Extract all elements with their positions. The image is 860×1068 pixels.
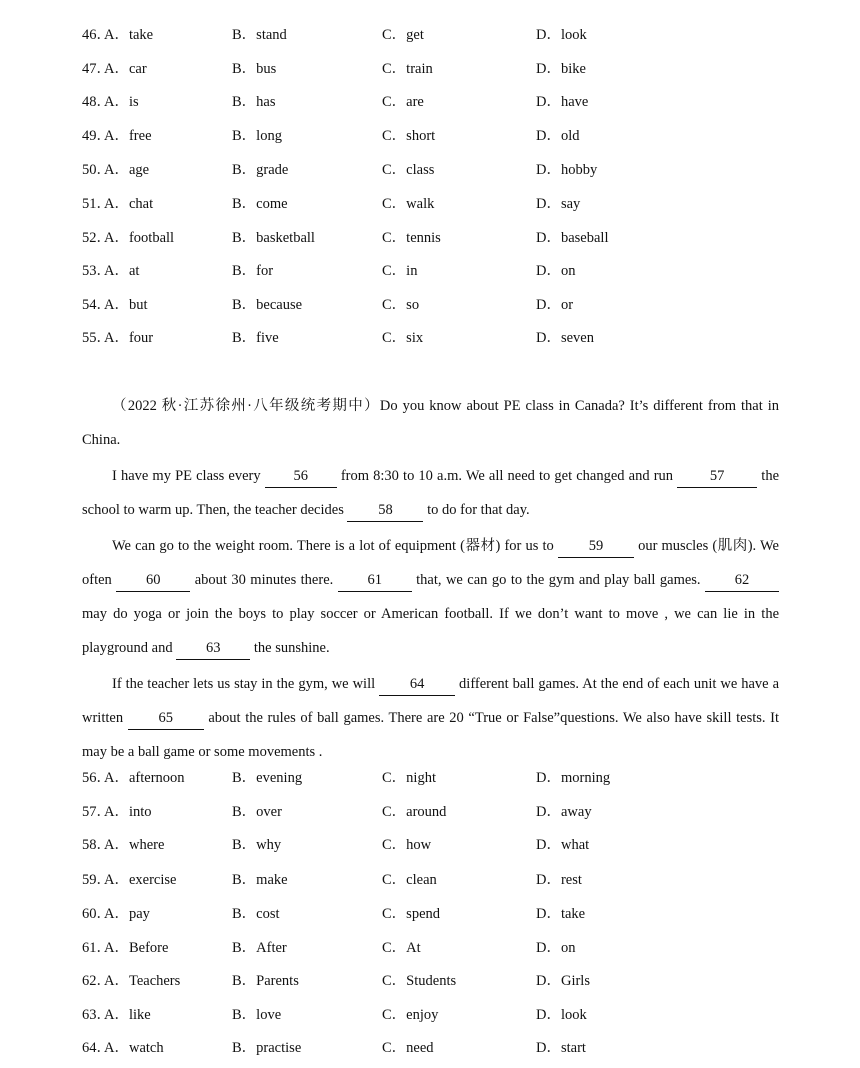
passage-text: about 30 minutes there.	[190, 572, 338, 588]
option-d: D．away	[536, 804, 592, 820]
option-b: B．five	[232, 330, 279, 346]
option-a: A．watch	[104, 1040, 164, 1056]
blank-65: 65	[128, 707, 204, 730]
option-a: A．free	[104, 128, 152, 144]
option-d: D．bike	[536, 61, 586, 77]
option-c: C．around	[382, 804, 447, 820]
option-d: D．seven	[536, 330, 594, 346]
option-b: B．has	[232, 94, 276, 110]
option-d: D．or	[536, 297, 574, 313]
passage-source: （2022 秋·江苏徐州·八年级统考期中）	[112, 398, 380, 414]
option-c: C．get	[382, 27, 424, 43]
option-c: C．how	[382, 837, 432, 853]
passage-text: We can go to the weight room. There is a lot of equipment (器材) for us to	[112, 538, 558, 554]
option-d: D．rest	[536, 872, 582, 888]
blank-61: 61	[338, 569, 412, 592]
option-a: A．exercise	[104, 872, 177, 888]
question-number: 60．	[82, 906, 111, 922]
question-number: 49．	[82, 128, 111, 144]
option-c: C．class	[382, 162, 435, 178]
option-d: D．old	[536, 128, 580, 144]
passage-intro-text: Do you know about PE class in Canada? It’s different from that in China.	[82, 398, 779, 448]
option-d: D．have	[536, 94, 589, 110]
option-c: C．Students	[382, 973, 457, 989]
question-number: 56．	[82, 770, 111, 786]
question-number: 50．	[82, 162, 111, 178]
question-number: 63．	[82, 1007, 111, 1023]
option-a: A．is	[104, 94, 139, 110]
option-c: C．train	[382, 61, 433, 77]
passage-text: from 8:30 to 10 a.m. We all need to get changed and run	[336, 468, 678, 484]
cloze-passage	[82, 389, 779, 769]
blank-56: 56	[265, 465, 337, 488]
passage-text: If the teacher lets us stay in the gym, we will	[112, 676, 380, 692]
question-number: 51．	[82, 196, 111, 212]
option-c: C．walk	[382, 196, 435, 212]
option-c: C．enjoy	[382, 1007, 439, 1023]
blank-64: 64	[379, 673, 455, 696]
option-b: B．over	[232, 804, 282, 820]
option-b: B．love	[232, 1007, 282, 1023]
passage-intro	[82, 389, 779, 457]
option-c: C．At	[382, 940, 421, 956]
option-a: A．four	[104, 330, 154, 346]
option-b: B．stand	[232, 27, 287, 43]
option-a: A．at	[104, 263, 140, 279]
option-a: A．chat	[104, 196, 154, 212]
question-number: 62．	[82, 973, 111, 989]
question-number: 48．	[82, 94, 111, 110]
passage-paragraph-3	[82, 667, 779, 769]
option-a: A．car	[104, 61, 147, 77]
option-a: A．into	[104, 804, 152, 820]
option-c: C．six	[382, 330, 424, 346]
blank-60: 60	[116, 569, 190, 592]
option-b: B．practise	[232, 1040, 302, 1056]
passage-text: that, we can go to the gym and play ball games.	[411, 572, 706, 588]
question-number: 46．	[82, 27, 111, 43]
question-number: 47．	[82, 61, 111, 77]
option-b: B．long	[232, 128, 282, 144]
option-c: C．in	[382, 263, 418, 279]
option-a: A．age	[104, 162, 150, 178]
option-c: C．spend	[382, 906, 440, 922]
question-number: 59．	[82, 872, 111, 888]
option-a: A．football	[104, 230, 175, 246]
blank-62: 62	[705, 569, 779, 592]
passage-text: our muscles (肌肉). We often	[82, 538, 779, 588]
option-d: D．on	[536, 940, 576, 956]
option-a: A．but	[104, 297, 148, 313]
passage-text: to do for that day.	[423, 502, 530, 518]
option-c: C．tennis	[382, 230, 441, 246]
option-b: B．for	[232, 263, 274, 279]
blank-58: 58	[347, 499, 423, 522]
option-d: D．take	[536, 906, 586, 922]
passage-text: may do yoga or join the boys to play soccer or American football. If we don’t want to move , we can lie in the playground and	[82, 606, 779, 656]
option-b: B．bus	[232, 61, 277, 77]
blank-59: 59	[558, 535, 634, 558]
option-a: A．afternoon	[104, 770, 185, 786]
option-c: C．clean	[382, 872, 437, 888]
option-a: A．Teachers	[104, 973, 181, 989]
option-c: C．short	[382, 128, 436, 144]
option-d: D．baseball	[536, 230, 609, 246]
option-a: A．pay	[104, 906, 150, 922]
option-d: D．hobby	[536, 162, 598, 178]
passage-text: different ball games. At the end of each unit we have a written	[82, 676, 779, 726]
option-d: D．on	[536, 263, 576, 279]
option-c: C．night	[382, 770, 436, 786]
option-b: B．evening	[232, 770, 303, 786]
passage-text: I have my PE class every	[112, 468, 265, 484]
option-b: B．grade	[232, 162, 289, 178]
option-b: B．cost	[232, 906, 280, 922]
option-b: B．Parents	[232, 973, 299, 989]
option-d: D．look	[536, 27, 587, 43]
option-d: D．look	[536, 1007, 587, 1023]
option-d: D．say	[536, 196, 581, 212]
option-b: B．because	[232, 297, 303, 313]
option-b: B．make	[232, 872, 288, 888]
passage-text: the sunshine.	[250, 640, 330, 656]
question-number: 58．	[82, 837, 111, 853]
option-d: D．Girls	[536, 973, 590, 989]
passage-text: the school to warm up. Then, the teacher decides	[82, 468, 780, 518]
option-a: A．like	[104, 1007, 151, 1023]
passage-text: about the rules of ball games. There are 20 “True or False”questions. We also have skill tests. It may be a ball game or some movements .	[82, 710, 780, 760]
passage-paragraph-2	[82, 529, 779, 665]
question-number: 54．	[82, 297, 111, 313]
blank-63: 63	[176, 637, 250, 660]
blank-57: 57	[677, 465, 757, 488]
option-d: D．start	[536, 1040, 586, 1056]
option-c: C．need	[382, 1040, 434, 1056]
option-a: A．take	[104, 27, 154, 43]
option-a: A．Before	[104, 940, 169, 956]
option-b: B．After	[232, 940, 287, 956]
question-number: 57．	[82, 804, 111, 820]
option-d: D．morning	[536, 770, 611, 786]
option-c: C．are	[382, 94, 424, 110]
question-number: 61．	[82, 940, 111, 956]
question-number: 53．	[82, 263, 111, 279]
option-d: D．what	[536, 837, 590, 853]
question-number: 52．	[82, 230, 111, 246]
option-b: B．come	[232, 196, 288, 212]
option-b: B．basketball	[232, 230, 315, 246]
option-b: B．why	[232, 837, 282, 853]
question-number: 55．	[82, 330, 111, 346]
question-number: 64．	[82, 1040, 111, 1056]
passage-paragraph-1	[82, 459, 779, 527]
option-a: A．where	[104, 837, 165, 853]
option-c: C．so	[382, 297, 420, 313]
